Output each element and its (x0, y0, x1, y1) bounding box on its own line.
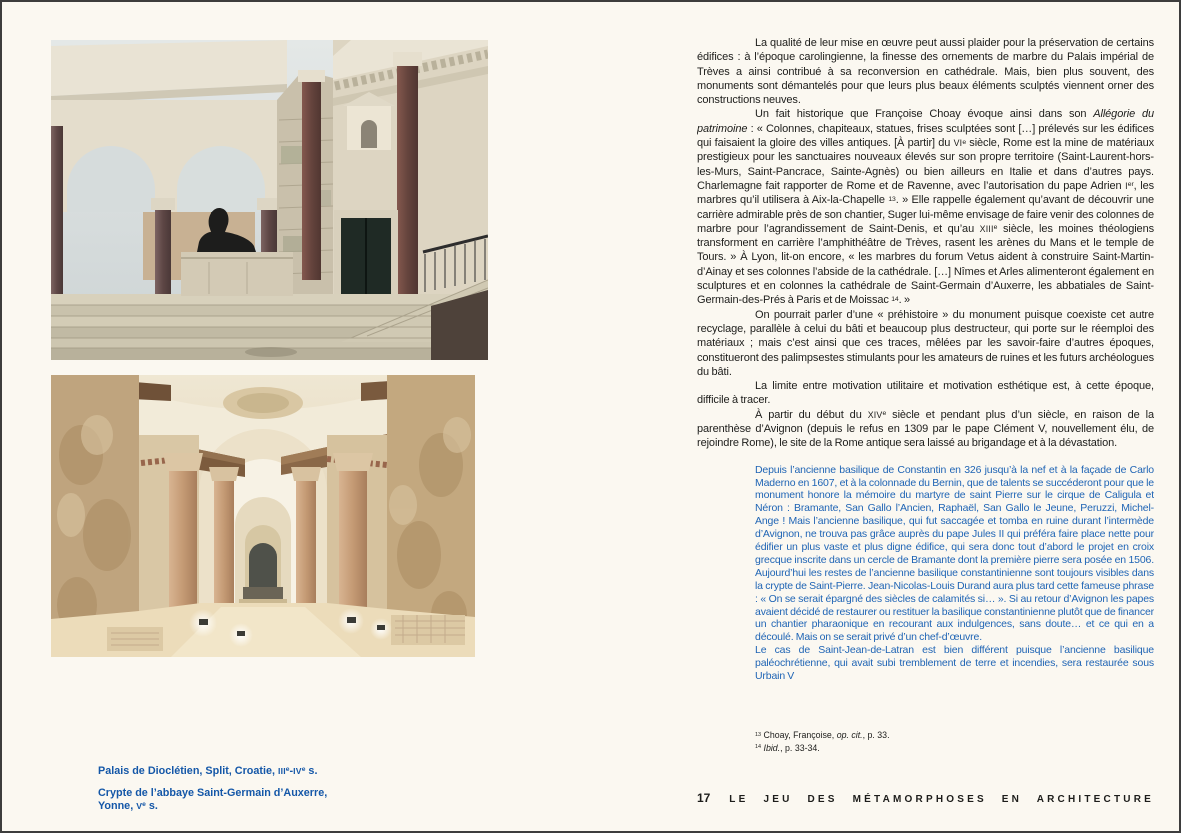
photo-peristyle-split (51, 40, 488, 360)
footnote-13: $^{13}$ Choay, Françoise, op. cit., p. 33. (755, 730, 890, 740)
blue-paragraph-1: Depuis l’ancienne basilique de Constantin en 326 jusqu’à la nef et à la façade de Carlo Maderno en 1607, et à la colonnade du Bernin, que de talents se succéderont pour que le monument honore la mémoire du martyre de saint Pierre sur le cirque de Caligula et Néron : Bramante, San Gallo l’Ancien, Raphaël, San Gallo le Jeune, Peruzzi, Michel-Ange ! Mais l’ancienne basilique, qui fut saccagée et tomba en ruine durant l’intermède d’Avignon, ne trouva pas grâce auprès du pape Jules II qui préféra faire place nette pour édifier un plus vaste et plus digne édifice, qui sera donc tout d’abord le projet en croix grecque inscrite dans un cercle de Bramante dont la première pierre sera posée en 1506. Aujourd’hui les restes de l’ancienne basilique constantinienne sont toujours visibles dans la crypte de Saint-Pierre. Jean-Nicolas-Louis Durand aura plus tard cette fameuse phrase : « On se serait épargné des siècles de calamités si… ». Si au retour d’Avignon les papes avaient décidé de restaurer ou restituer la basilique constantinienne plutôt que de financer un chantier pharaonique en recourant aux indulgences, sans doute… et ce qui en a découlé. Mais on se serait privé d’un chef-d’œuvre. (755, 463, 1154, 644)
blue-note-block (755, 464, 1154, 683)
crypt-illustration (51, 375, 475, 657)
paragraph-3: On pourrait parler d’une « préhistoire » du monument puisque coexiste cet autre recyclage, parallèle à celui du bâti et beaucoup plus destructeur, qui porte sur le réemploi des matériaux ; mais c’est ainsi que ces traces, mêlées par les savoir-faire d’autres époques, constitueront des palimpsestes stimulants pour les amateurs de ruines et les futurs archéologues du bâti. (697, 308, 1154, 378)
paragraph-5: À partir du début du XIVe siècle et pendant plus d’un siècle, en raison de la parenthèse d’Avignon (depuis le refus en 1309 par le pape Clément V, nouvellement élu, de rejoindre Rome), le site de la Rome antique sera laissé au brigandage et à la dévastation. (697, 408, 1154, 450)
paragraph-1: La qualité de leur mise en œuvre peut aussi plaider pour la préservation de certains édifices : à l’époque carolingienne, la finesse des ornements de marbre du Palais impérial de Trèves a ainsi contribué à sa reconversion en cathédrale. Mais, bien plus souvent, des monuments sont démantelés pour que leurs plus beaux éléments sculptés viennent orner des constructions neuves. (697, 37, 1154, 107)
caption-crypt: Crypte de l’abbaye Saint-Germain d’Auxerre, Yonne, Ve s. (98, 787, 328, 812)
body-text (697, 36, 1154, 726)
peristyle-illustration (51, 40, 488, 360)
photo-captions (98, 765, 350, 813)
page-footer (697, 791, 1154, 805)
footnote-14: $^{14}$ Ibid., p. 33-34. (755, 742, 820, 753)
running-title: LE JEU DES MÉTAMORPHOSES EN ARCHITECTURE (729, 794, 1154, 805)
page-number: 17 (697, 791, 711, 805)
paragraph-2: Un fait historique que Françoise Choay évoque ainsi dans son Allégorie du patrimoine : « Colonnes, chapiteaux, statues, frises sculptées sont […] prélevés sur les édifices qui faisaient la gloire des villes antiques. [À partir] du VIe siècle, Rome est la mine de matériaux prestigieux pour les sanctuaires nouveaux élevés sur son propre territoire (Saint-Laurent-hors-les-Murs, Saint-Pancrace, Sainte-Agnès) ou bien ailleurs en Italie et dans d’autres pays. Charlemagne fait rapporter de Rome et de Ravenne, avec l’autorisation du pape Adrien Ier, les marbres qu’il utilisera à Aix-la-Chapelle $^{13}$. » Elle rappelle également qu’avant de découvrir une carrière admirable près de son chantier, Suger lui-même envisage de faire venir des colonnes de marbre pour l’agrandissement de Saint-Denis, et qu’au XIIIe siècle, les moines théologiens transforment en carrière l’amphithéâtre de Trèves, rasent les arènes du Mans et le temple de Tours. » À Lyon, lit-on encore, « les marbres du forum Vetus aident à construire Saint-Martin-d’Ainay et ses colonnes l’abside de la cathédrale. […] Nîmes et Arles alimenteront également en sculptures et en colonnes la cathédrale de Saint-Germain d’Auxerre, les abbatiales de Saint-Germain-des-Prés à Paris et de Moissac $^{14}$. » (697, 108, 1154, 307)
photo-crypt-auxerre (51, 375, 475, 657)
altar-niche (249, 543, 277, 589)
caption-peristyle: Palais de Dioclétien, Split, Croatie, IIIe-IVe s. (98, 765, 318, 777)
footnotes (755, 729, 1154, 754)
paragraph-4: La limite entre motivation utilitaire et motivation esthétique est, à cette époque, difficile à tracer. (697, 380, 1154, 407)
blue-paragraph-2: Le cas de Saint-Jean-de-Latran est bien différent puisque l’ancienne basilique paléochrétienne, qui avait subi tremblement de terre et incendies, sera restaurée sous Urbain V (755, 644, 1154, 683)
portico-door (334, 210, 398, 294)
